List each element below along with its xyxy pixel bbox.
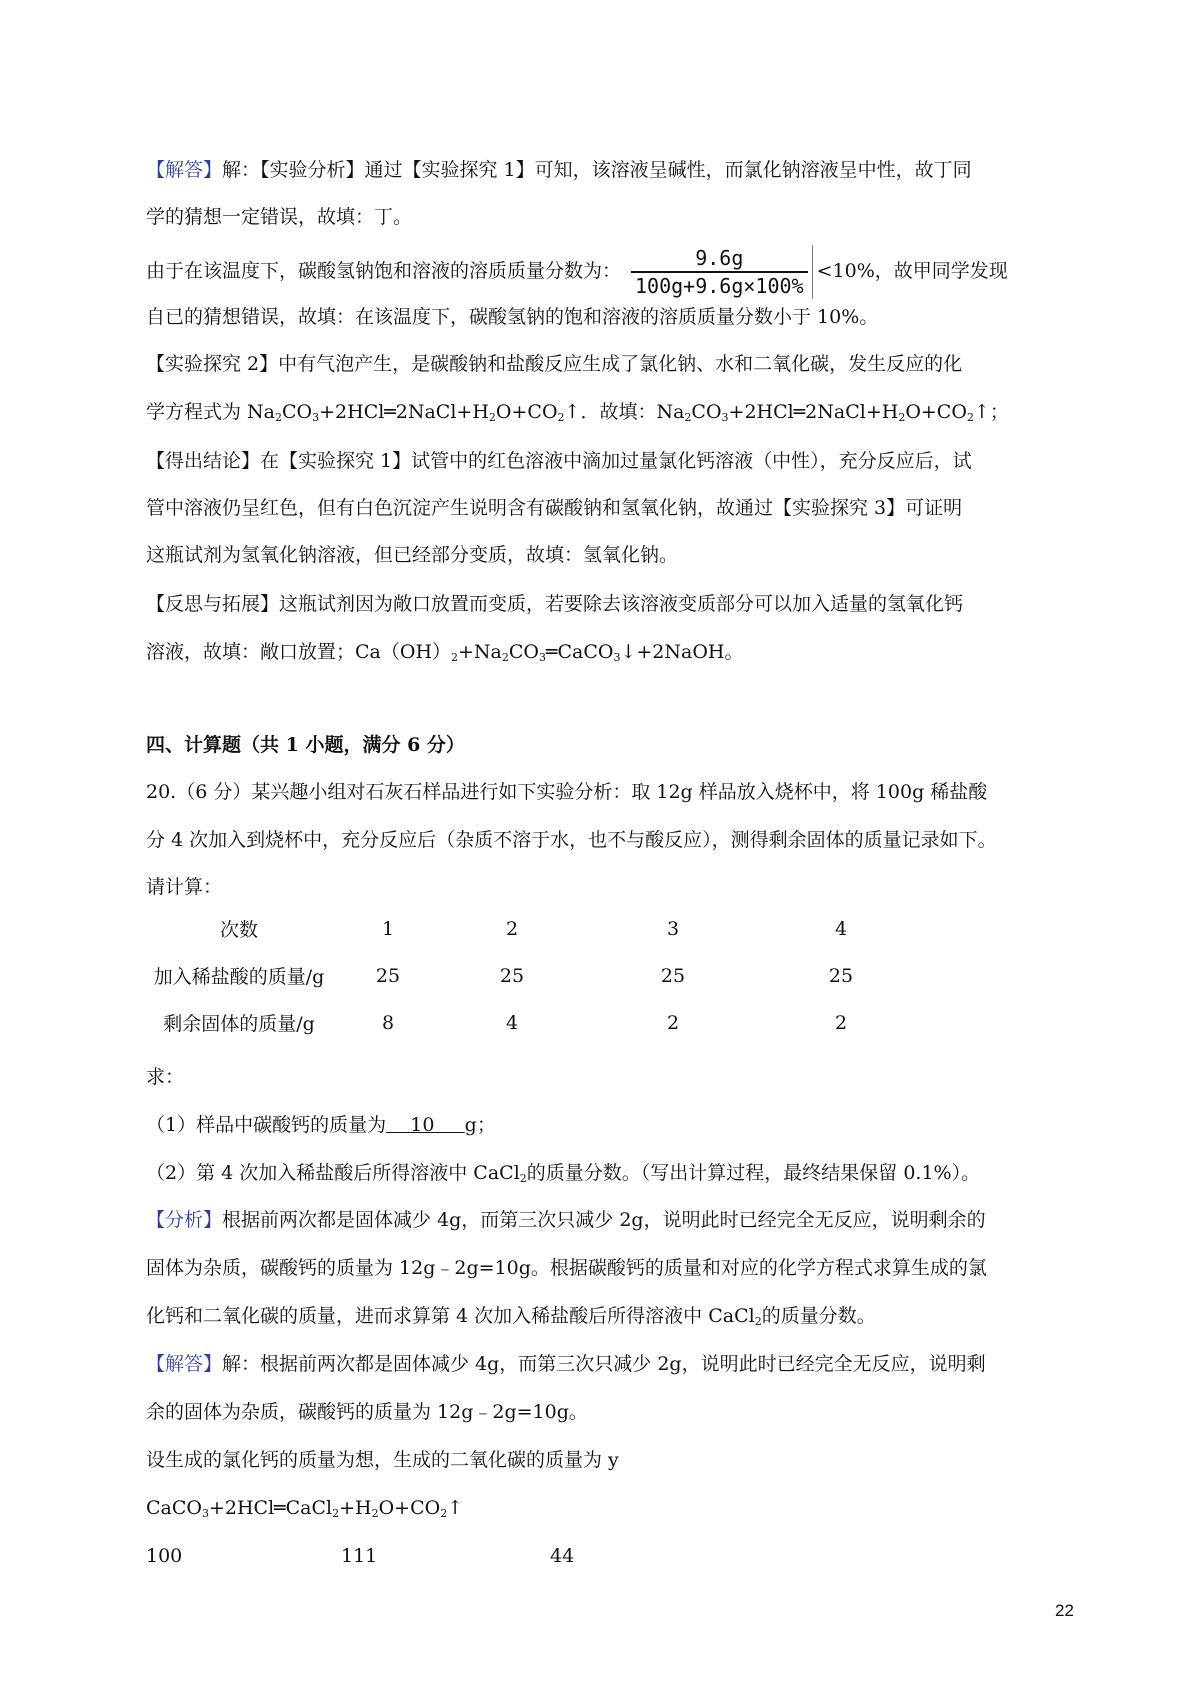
- answer2-line-3: 设生成的氯化钙的质量为想，生成的二氧化碳的质量为 y: [146, 1449, 619, 1471]
- table-cell: 25: [828, 964, 854, 987]
- question-20-line-1: 20.（6 分）某兴趣小组对石灰石样品进行如下实验分析：取 12g 样品放入烧杯中，将 100g 稀盐酸: [146, 781, 988, 803]
- conclusion-line-1: 【得出结论】在【实验探究 1】试管中的红色溶液中滴加过量氯化钙溶液（中性），充分反应后，试: [146, 450, 972, 472]
- analysis-line-2: 固体为杂质，碳酸钙的质量为 12g﹣2g=10g。根据碳酸钙的质量和对应的化学方程式求算生成的氯: [146, 1257, 987, 1279]
- experiment2-equation-line: 学方程式为 $Na_2CO_3+2HCl═2NaCl+H_2O+CO_2↑$．故填：$Na_2CO_3+2HCl═2NaCl+H_2O+CO_2↑$；: [146, 401, 1009, 424]
- data-table: [146, 905, 916, 1046]
- conclusion-line-2: 管中溶液仍呈红色，但有白色沉淀产生说明含有碳酸钠和氢氧化钠，故通过【实验探究 3】可证明: [146, 497, 963, 519]
- answer-tag: 【解答】: [146, 159, 223, 181]
- table-cell: 1: [381, 917, 395, 940]
- table-cell: 8: [381, 1011, 395, 1034]
- answer-blank: 10: [410, 1114, 435, 1136]
- analysis-line-3: 化钙和二氧化碳的质量，进而求算第 4 次加入稀盐酸后所得溶液中 CaCl$_2$的质量分数。: [146, 1305, 876, 1328]
- table-cell: 2: [834, 1011, 848, 1034]
- table-cell: 25: [375, 964, 401, 987]
- table-cell: 4: [505, 1011, 519, 1034]
- ask-label: 求：: [146, 1066, 185, 1088]
- table-row: [146, 999, 916, 1046]
- analysis-line-1: 【分析】根据前两次都是固体减少 4g，而第三次只减少 2g，说明此时已经完全无反应，说明剩余的: [146, 1209, 986, 1231]
- conclusion-line-3: 这瓶试剂为氢氧化钠溶液，但已经部分变质，故填：氢氧化钠。: [146, 544, 679, 566]
- answer2-tag: 【解答】: [146, 1353, 223, 1375]
- answer-paragraph-line-2: 学的猜想一定错误，故填：丁。: [146, 206, 413, 228]
- table-cell: 次数: [219, 919, 258, 941]
- table-header-row: [146, 905, 916, 952]
- question-20-line-3: 请计算：: [146, 876, 223, 898]
- answer2-line-2: 余的固体为杂质，碳酸钙的质量为 12g﹣2g=10g。: [146, 1401, 588, 1423]
- molar-mass-100: 100: [146, 1545, 183, 1567]
- table-cell: 2: [666, 1011, 680, 1034]
- fraction-line: 由于在该温度下，碳酸氢钠饱和溶液的溶质质量分数为： $\frac{9.6g}{100g+9.6g\times 100\%}$ <10%，故甲同学发现: [146, 246, 1008, 298]
- chemical-equation: $CaCO_3+2HCl═CaCl_2+H_2O+CO_2↑$: [146, 1497, 464, 1520]
- molar-mass-111: 111: [341, 1545, 378, 1567]
- sub-question-2: （2）第 4 次加入稀盐酸后所得溶液中 CaCl$_2$的质量分数。（写出计算过程，最终结果保留 0.1%）。: [146, 1162, 981, 1185]
- analysis-tag: 【分析】: [146, 1209, 223, 1231]
- reflection-line-2: 溶液，故填：敞口放置；$Ca(OH)_2+Na_2CO_3═CaCO_3↓+2NaOH$。: [146, 641, 744, 664]
- page-number: 22: [1055, 1601, 1074, 1620]
- fraction-line-2: 自已的猜想错误，故填：在该温度下，碳酸氢钠的饱和溶液的溶质质量分数小于 10%。: [146, 306, 879, 328]
- sub-question-1: （1）样品中碳酸钙的质量为 10 g；: [146, 1114, 496, 1136]
- table-cell: 加入稀盐酸的质量/g: [153, 966, 325, 988]
- table-cell: 25: [660, 964, 686, 987]
- section-heading: 四、计算题（共 1 小题，满分 6 分）: [146, 734, 465, 756]
- table-row: [146, 952, 916, 999]
- answer-paragraph-line-1: 【解答】解：【实验分析】通过【实验探究 1】可知，该溶液呈碱性，而氯化钠溶液呈中性，故丁同: [146, 159, 972, 181]
- table-cell: 2: [505, 917, 519, 940]
- table-cell: 3: [666, 917, 680, 940]
- question-20-line-2: 分 4 次加入到烧杯中，充分反应后（杂质不溶于水，也不与酸反应），测得剩余固体的质量记录如下。: [146, 829, 997, 851]
- molar-mass-44: 44: [550, 1545, 575, 1567]
- reflection-line-1: 【反思与拓展】这瓶试剂因为敞口放置而变质，若要除去该溶液变质部分可以加入适量的氢氧化钙: [146, 593, 964, 615]
- answer2-line-1: 【解答】解：根据前两次都是固体减少 4g，而第三次只减少 2g，说明此时已经完全无反应，说明剩: [146, 1353, 986, 1375]
- table-cell: 4: [834, 917, 848, 940]
- mass-fraction-formula: $\frac{9.6g}{100g+9.6g\times 100\%}$: [625, 245, 813, 299]
- experiment2-line-1: 【实验探究 2】中有气泡产生，是碳酸钠和盐酸反应生成了氯化钠、水和二氧化碳，发生反应的化: [146, 353, 963, 375]
- table-cell: 25: [499, 964, 525, 987]
- table-cell: 剩余固体的质量/g: [163, 1013, 315, 1035]
